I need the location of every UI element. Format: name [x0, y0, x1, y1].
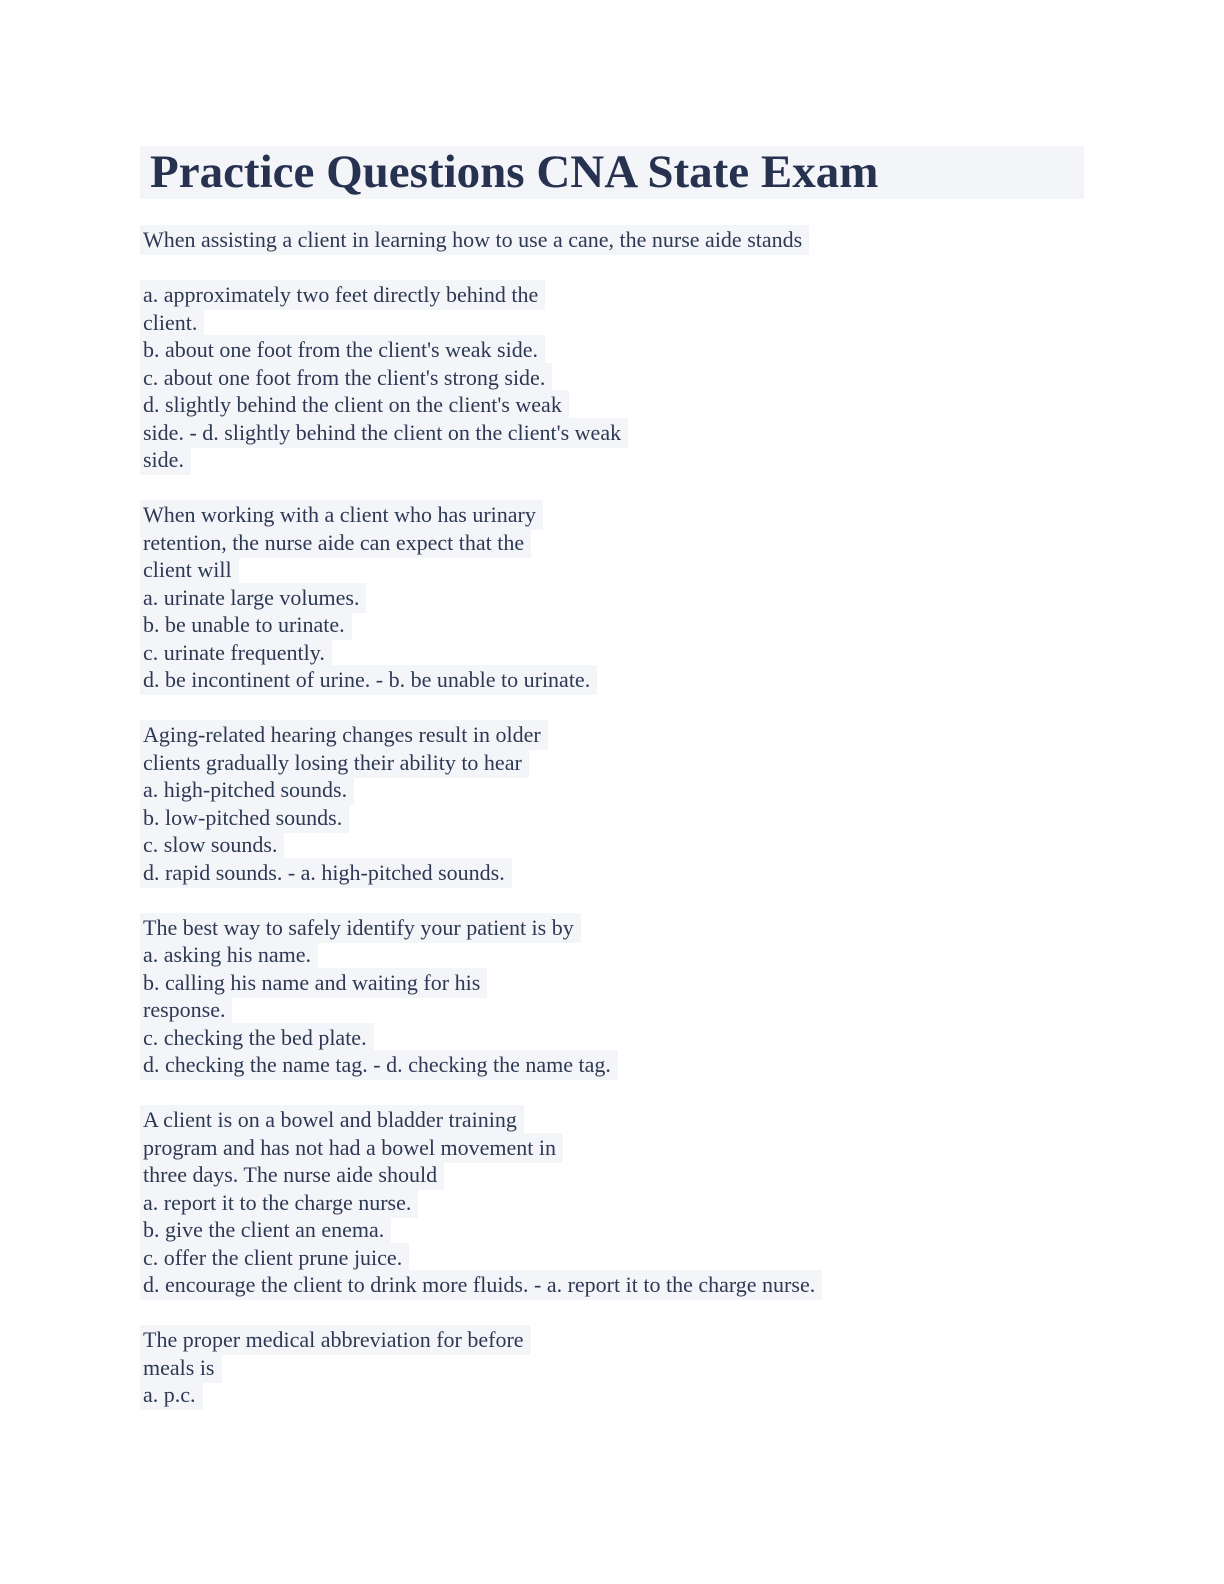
text-line — [140, 1024, 1084, 1052]
text-line — [140, 1326, 1084, 1354]
highlighted-text: side. — [140, 445, 191, 475]
highlighted-text: b. low-pitched sounds. — [140, 803, 349, 833]
text-line — [140, 336, 1084, 364]
text-line — [140, 1161, 1084, 1189]
highlighted-text: clients gradually losing their ability to hear — [140, 748, 529, 778]
highlighted-text: c. urinate frequently. — [140, 638, 332, 668]
text-line — [140, 309, 1084, 337]
text-line — [140, 391, 1084, 419]
highlighted-text: c. offer the client prune juice. — [140, 1243, 409, 1273]
highlighted-text: client will — [140, 555, 239, 585]
text-line — [140, 666, 1084, 694]
highlighted-text: client. — [140, 308, 204, 338]
highlighted-text: b. be unable to urinate. — [140, 610, 352, 640]
text-line — [140, 1271, 1084, 1299]
text-line — [140, 1106, 1084, 1134]
question-block — [140, 914, 1084, 1079]
highlighted-text: response. — [140, 995, 232, 1025]
text-line — [140, 1189, 1084, 1217]
highlighted-text: d. checking the name tag. - d. checking the name tag. — [140, 1050, 618, 1080]
highlighted-text: c. slow sounds. — [140, 830, 284, 860]
highlighted-text: d. be incontinent of urine. - b. be unable to urinate. — [140, 665, 597, 695]
highlighted-text: The proper medical abbreviation for before — [140, 1325, 531, 1355]
highlighted-text: a. urinate large volumes. — [140, 583, 366, 613]
text-line — [140, 364, 1084, 392]
question-list — [140, 226, 1084, 1409]
text-line — [140, 831, 1084, 859]
highlighted-text: b. calling his name and waiting for his — [140, 968, 487, 998]
question-stem — [140, 226, 1084, 254]
text-line — [140, 1354, 1084, 1382]
highlighted-text: three days. The nurse aide should — [140, 1160, 444, 1190]
highlighted-text: side. - d. slightly behind the client on the client's weak — [140, 418, 628, 448]
highlighted-text: When assisting a client in learning how to use a cane, the nurse aide stands — [140, 225, 809, 255]
text-line — [140, 639, 1084, 667]
text-line — [140, 1051, 1084, 1079]
highlighted-text: a. p.c. — [140, 1380, 203, 1410]
answer-options — [140, 281, 1084, 474]
highlighted-text: d. slightly behind the client on the client's weak — [140, 390, 569, 420]
text-line — [140, 1381, 1084, 1409]
highlighted-text: a. high-pitched sounds. — [140, 775, 354, 805]
highlighted-text: c. about one foot from the client's strong side. — [140, 363, 552, 393]
highlighted-text: a. asking his name. — [140, 940, 318, 970]
text-line — [140, 556, 1084, 584]
highlighted-text: retention, the nurse aide can expect that the — [140, 528, 531, 558]
text-line — [140, 1216, 1084, 1244]
question-block — [140, 501, 1084, 694]
highlighted-text: Aging-related hearing changes result in older — [140, 720, 548, 750]
text-line — [140, 501, 1084, 529]
text-line — [140, 1244, 1084, 1272]
highlighted-text: program and has not had a bowel movement in — [140, 1133, 563, 1163]
text-line — [140, 446, 1084, 474]
highlighted-text: a. approximately two feet directly behind the — [140, 280, 545, 310]
highlighted-text: a. report it to the charge nurse. — [140, 1188, 418, 1218]
highlighted-text: meals is — [140, 1353, 222, 1383]
document-content — [140, 146, 1084, 1409]
text-line — [140, 776, 1084, 804]
text-line — [140, 281, 1084, 309]
text-line — [140, 969, 1084, 997]
text-line — [140, 996, 1084, 1024]
highlighted-text: The best way to safely identify your patient is by — [140, 913, 581, 943]
text-line — [140, 721, 1084, 749]
page-title: Practice Questions CNA State Exam — [140, 146, 1084, 199]
text-line — [140, 419, 1084, 447]
text-line — [140, 941, 1084, 969]
highlighted-text: b. give the client an enema. — [140, 1215, 391, 1245]
text-line — [140, 611, 1084, 639]
text-line — [140, 1134, 1084, 1162]
text-line — [140, 859, 1084, 887]
text-line — [140, 804, 1084, 832]
question-block — [140, 721, 1084, 886]
highlighted-text: When working with a client who has urinary — [140, 500, 543, 530]
highlighted-text: c. checking the bed plate. — [140, 1023, 374, 1053]
text-line — [140, 529, 1084, 557]
highlighted-text: A client is on a bowel and bladder training — [140, 1105, 524, 1135]
text-line — [140, 749, 1084, 777]
highlighted-text: d. encourage the client to drink more fluids. - a. report it to the charge nurse. — [140, 1270, 822, 1300]
highlighted-text: d. rapid sounds. - a. high-pitched sounds. — [140, 858, 512, 888]
highlighted-text: b. about one foot from the client's weak side. — [140, 335, 545, 365]
text-line — [140, 226, 1084, 254]
question-block — [140, 1326, 1084, 1409]
question-block — [140, 1106, 1084, 1299]
text-line — [140, 584, 1084, 612]
text-line — [140, 914, 1084, 942]
